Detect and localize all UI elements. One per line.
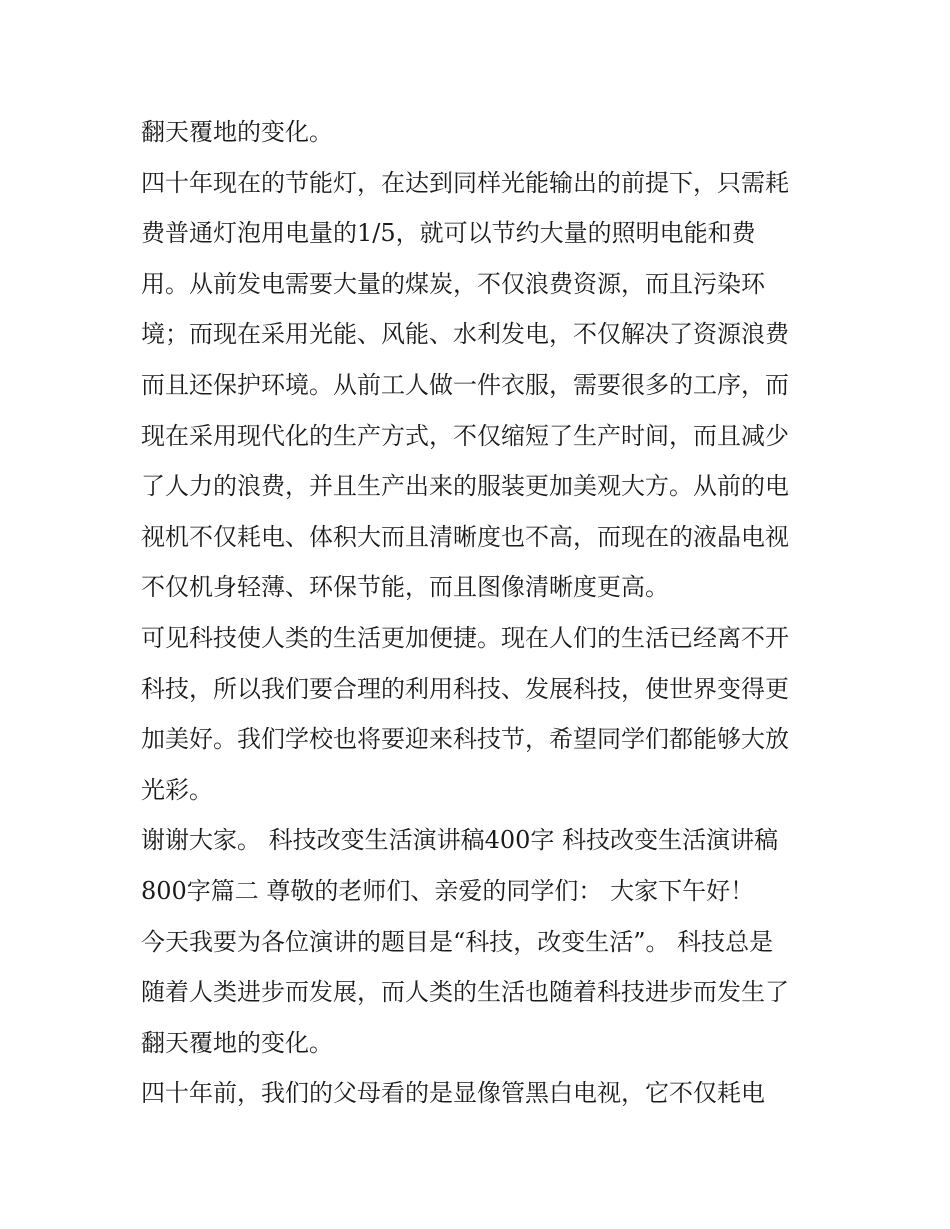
text-line: 了人力的浪费，并且生产出来的服装更加美观大方。从前的电 — [141, 472, 789, 501]
text-line: 费普通灯泡用电量的1/5，就可以节约大量的照明电能和费 — [141, 219, 756, 248]
text-line: 谢谢大家。 科技改变生活演讲稿400字 科技改变生活演讲稿 — [141, 826, 779, 855]
text-line: 加美好。我们学校也将要迎来科技节，希望同学们都能够大放 — [141, 725, 789, 754]
text-line: 不仅机身轻薄、环保节能，而且图像清晰度更高。 — [141, 573, 669, 602]
text-line: 现在采用现代化的生产方式，不仅缩短了生产时间，而且减少 — [141, 421, 789, 450]
text-line: 翻天覆地的变化。 — [141, 1028, 333, 1057]
text-line: 四十年现在的节能灯，在达到同样光能输出的前提下，只需耗 — [141, 168, 789, 197]
text-line: 今天我要为各位演讲的题目是“科技，改变生活”。 科技总是 — [141, 927, 774, 956]
text-line: 科技，所以我们要合理的利用科技、发展科技，使世界变得更 — [141, 674, 789, 703]
text-line: 随着人类进步而发展，而人类的生活也随着科技进步而发生了 — [141, 978, 789, 1007]
body-text — [141, 107, 821, 1119]
text-line: 而且还保护环境。从前工人做一件衣服，需要很多的工序，而 — [141, 370, 789, 399]
text-line: 视机不仅耗电、体积大而且清晰度也不高，而现在的液晶电视 — [141, 522, 789, 551]
text-line: 800字篇二 尊敬的老师们、亲爱的同学们： 大家下午好！ — [141, 876, 755, 905]
text-line: 四十年前，我们的父母看的是显像管黑白电视，它不仅耗电 — [141, 1079, 765, 1108]
text-line: 境；而现在采用光能、风能、水利发电，不仅解决了资源浪费 — [141, 320, 789, 349]
text-line: 可见科技使人类的生活更加便捷。现在人们的生活已经离不开 — [141, 623, 789, 652]
text-line: 翻天覆地的变化。 — [141, 118, 333, 146]
text-line: 用。从前发电需要大量的煤炭，不仅浪费资源，而且污染环 — [141, 269, 765, 298]
text-line: 光彩。 — [141, 775, 213, 804]
